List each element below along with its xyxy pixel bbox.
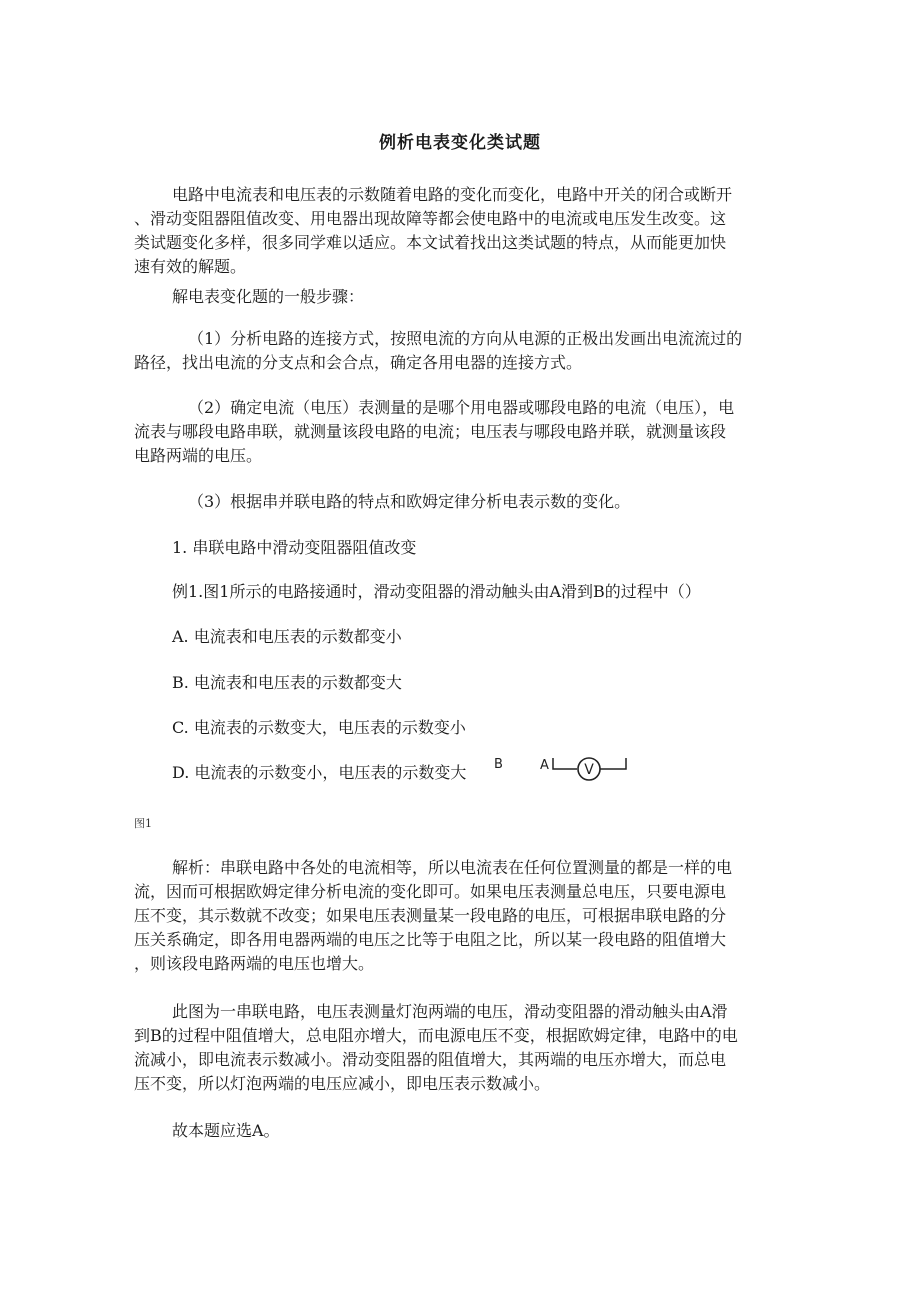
- voltmeter-label: V: [584, 762, 594, 778]
- circuit-wire: [553, 758, 577, 769]
- text-line: 、滑动变阻器阻值改变、用电器出现故障等都会使电路中的电流或电压发生改变。这: [134, 209, 727, 228]
- answer-line: 故本题应选A。: [172, 1121, 280, 1140]
- text-line: 到B的过程中阻值增大，总电阻亦增大，而电源电压不变，根据欧姆定律，电路中的电: [134, 1026, 738, 1045]
- text-line: 此图为一串联电路，电压表测量灯泡两端的电压，滑动变阻器的滑动触头由A滑: [172, 1002, 728, 1021]
- circuit-wire: [600, 758, 626, 769]
- text-line: 流减小，即电流表示数减小。滑动变阻器的阻值增大，其两端的电压亦增大，而总电: [134, 1050, 727, 1069]
- text-line: （2）确定电流（电压）表测量的是哪个用电器或哪段电路的电流（电压），电: [188, 398, 735, 417]
- text-line: 流，因而可根据欧姆定律分析电流的变化即可。如果电压表测量总电压，只要电源电: [134, 882, 727, 901]
- figure-caption: 图1: [134, 817, 152, 830]
- option-a: A. 电流表和电压表的示数都变小: [172, 627, 402, 646]
- text-line: 流表与哪段电路串联，就测量该段电路的电流；电压表与哪段电路并联，就测量该段: [134, 422, 727, 441]
- text-line: 电路中电流表和电压表的示数随着电路的变化而变化，电路中开关的闭合或断开: [172, 185, 733, 204]
- text-line: 压不变，所以灯泡两端的电压应减小，即电压表示数减小。: [134, 1074, 551, 1093]
- text-line: 解析：串联电路中各处的电流相等，所以电流表在任何位置测量的都是一样的电: [172, 858, 733, 877]
- page-title: 例析电表变化类试题: [379, 133, 541, 153]
- text-line: 路径，找出电流的分支点和会合点，确定各用电器的连接方式。: [134, 353, 583, 372]
- option-b: B. 电流表和电压表的示数都变大: [172, 673, 402, 692]
- text-line: 压关系确定，即各用电器两端的电压之比等于电阻之比，所以某一段电路的阻值增大: [134, 930, 727, 949]
- circuit-diagram-fragment: [490, 755, 630, 785]
- example-question: 例1.图1所示的电路接通时，滑动变阻器的滑动触头由A滑到B的过程中（）: [172, 582, 701, 601]
- option-d: D. 电流表的示数变小，电压表的示数变大: [172, 763, 467, 782]
- text-line: 电路两端的电压。: [134, 446, 263, 465]
- text-line: （1）分析电路的连接方式，按照电流的方向从电源的正极出发画出电流流过的: [188, 329, 743, 348]
- section-heading: 1. 串联电路中滑动变阻器阻值改变: [172, 538, 417, 557]
- option-c: C. 电流表的示数变大，电压表的示数变小: [172, 718, 466, 737]
- text-line: 压不变，其示数就不改变；如果电压表测量某一段电路的电压，可根据串联电路的分: [134, 906, 727, 925]
- text-line: 速有效的解题。: [134, 257, 247, 276]
- label-a: A: [540, 758, 549, 773]
- steps-heading: 解电表变化题的一般步骤：: [172, 287, 365, 306]
- text-line: 类试题变化多样，很多同学难以适应。本文试着找出这类试题的特点，从而能更加快: [134, 233, 727, 252]
- step-3: （3）根据串并联电路的特点和欧姆定律分析电表示数的变化。: [188, 492, 631, 511]
- label-b: B: [494, 757, 503, 772]
- text-line: ，则该段电路两端的电压也增大。: [134, 954, 375, 973]
